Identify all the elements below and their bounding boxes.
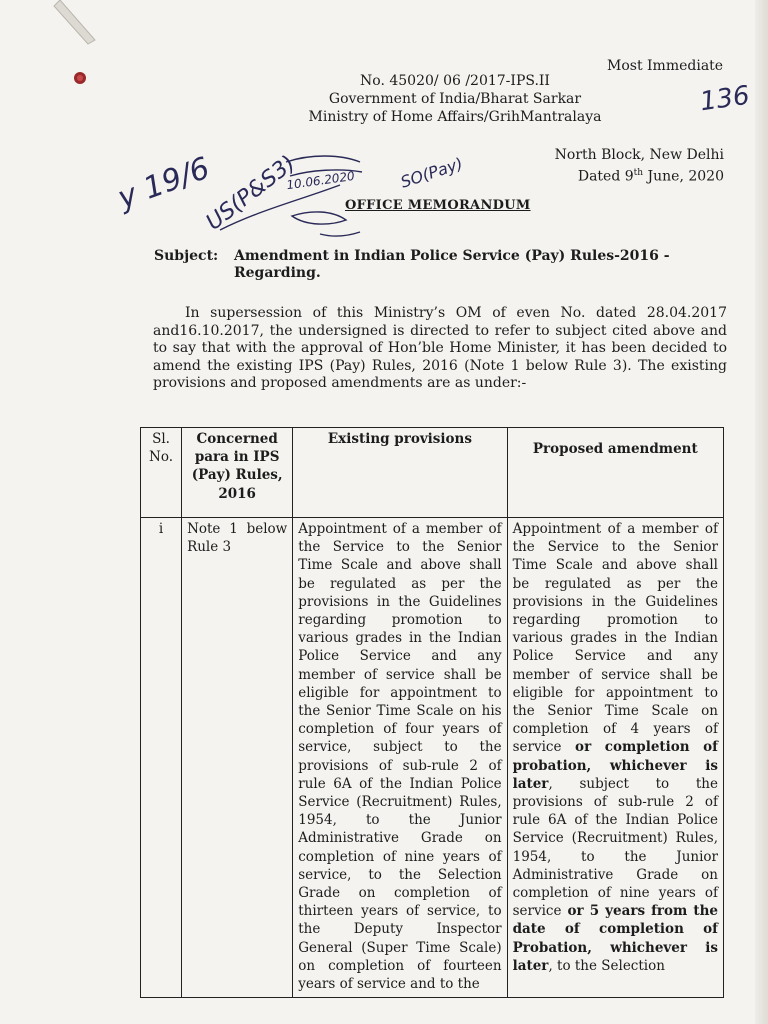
proposed-bold-five-years: or 5 years from the date of completion of Probation, whichever is later [512, 903, 718, 974]
annotation-date: 10.06.2020 [285, 168, 356, 193]
annotation-initials: y 19/6 [113, 150, 215, 216]
amendment-table [140, 427, 724, 998]
cell-concerned-para: Note 1 below Rule 3 [182, 518, 293, 998]
ministry-name: Ministry of Home Affairs/GrihMantralaya [308, 109, 602, 125]
date-label: Dated 9th June, 2020 [577, 168, 724, 185]
file-number: No. 45020/ 06 /2017-IPS.II [360, 73, 550, 89]
pin-mark-icon [0, 0, 110, 110]
subject-line [154, 248, 724, 282]
table-row [141, 518, 724, 998]
annotation-reference: US(P&S3) [201, 150, 301, 236]
place-label: North Block, New Delhi [554, 147, 724, 163]
subject-text-line1: Amendment in Indian Police Service (Pay) Rules-2016 - [234, 248, 670, 264]
header-concerned-para: Concerned para in IPS (Pay) Rules, 2016 [182, 428, 293, 518]
government-name: Government of India/Bharat Sarkar [328, 91, 582, 107]
handwritten-page-number: 136 [698, 80, 752, 118]
subject-label: Subject: [154, 248, 219, 264]
cell-sl-no: i [141, 518, 182, 998]
cell-proposed-amendment: Appointment of a member of the Service to the Senior Time Scale and above shall be regulated as per the provisions in the Guidelines regarding promotion to various grades in the Indian Police Service and any member of service shall be eligible for appointment to the Senior Time Scale on completion of 4 years of service or completion of probation, whichever is later, subject to the provisions of sub-rule 2 of rule 6A of the Indian Police Service (Recruitment) Rules, 1954, to the Junior Administrative Grade on completion of nine years of service or 5 years from the date of completion of Probation, whichever is later, to the Selection [507, 518, 723, 998]
page-edge-shadow [755, 0, 768, 1024]
subject-text-line2: Regarding. [234, 265, 321, 281]
place-and-date [555, 146, 724, 186]
header-proposed-amendment: Proposed amendment [507, 428, 723, 518]
cell-existing-provisions: Appointment of a member of the Service to the Senior Time Scale and above shall be regulated as per the provisions in the Guidelines regarding promotion to various grades in the Indian Police Service and any member of service shall be eligible for appointment to the Senior Time Scale on his completion of four years of service, subject to the provisions of sub-rule 2 of rule 6A of the Indian Police Service (Recruitment) Rules, 1954, to the Junior Administrative Grade on completion of nine years of service, to the Selection Grade on completion of thirteen years of service, to the Deputy Inspector General (Super Time Scale) on completion of fourteen years of service and to the [293, 518, 507, 998]
annotation-note: SO(Pay) [398, 153, 466, 192]
memorandum-title: OFFICE MEMORANDUM [345, 198, 531, 213]
header-sl-no: Sl. No. [141, 428, 182, 518]
table-header-row [141, 428, 724, 518]
body-paragraph: In supersession of this Ministry’s OM of even No. dated 28.04.2017 and16.10.2017, the undersigned is directed to refer to subject cited above and to say that with the approval of Hon’ble Home Minister, it has been decided to amend the existing IPS (Pay) Rules, 2016 (Note 1 below Rule 3). The existing provisions and proposed amendments are as under:- [153, 305, 727, 391]
header-existing-provisions: Existing provisions [293, 428, 507, 518]
proposed-bold-probation: or completion of probation, whichever is later [512, 739, 718, 792]
priority-label: Most Immediate [607, 58, 724, 74]
